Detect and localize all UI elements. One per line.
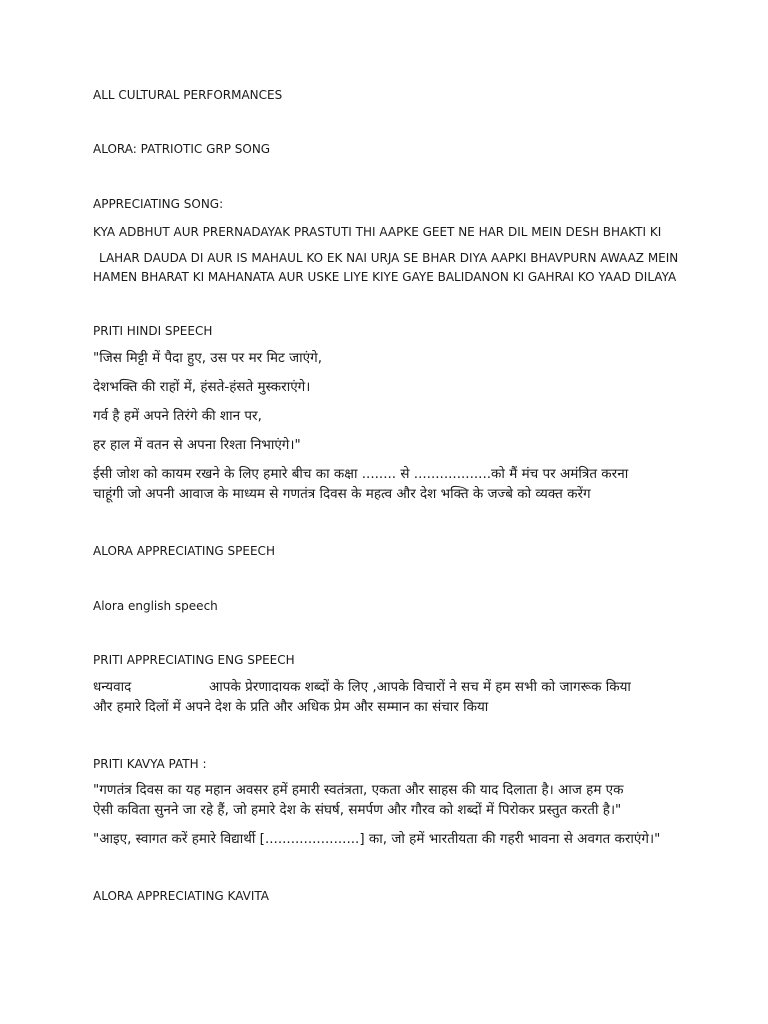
appreciating-song-line-2: LAHAR DAUDA DI AUR IS MAHAUL KO EK NAI URJA SE BHAR DIYA AAPKI BHAVPURN AWAAZ MEIN <box>99 251 679 265</box>
poem-line-1: "जिस मिट्टी में पैदा हुए, उस पर मर मिट जाएंगे, <box>93 350 323 366</box>
priti-eng-speech-heading: PRITI APPRECIATING ENG SPEECH <box>93 653 295 667</box>
document-title: ALL CULTURAL PERFORMANCES <box>93 88 283 102</box>
kavya-line-1: "गणतंत्र दिवस का यह महान अवसर हमें हमारी स्वतंत्रता, एकता और साहस की याद दिलाता है। आज हम एक <box>93 782 624 798</box>
thanks-text: आपके प्रेरणादायक शब्दों के लिए ,आपके विचारों ने सच में हम सभी को जागरूक किया <box>209 679 631 695</box>
alora-appreciating-speech-heading: ALORA APPRECIATING SPEECH <box>93 544 275 558</box>
poem-line-4: हर हाल में वतन से अपना रिश्ता निभाएंगे।" <box>93 437 301 453</box>
kavya-path-heading: PRITI KAVYA PATH : <box>93 757 207 771</box>
alora-appreciating-kavita-heading: ALORA APPRECIATING KAVITA <box>93 889 269 903</box>
appreciating-song-line-3: HAMEN BHARAT KI MAHANATA AUR USKE LIYE KIYE GAYE BALIDANON KI GAHRAI KO YAAD DILAYA <box>93 270 677 284</box>
appreciating-song-heading: APPRECIATING SONG: <box>93 197 224 211</box>
kavya-line-2: ऐसी कविता सुनने जा रहे हैं, जो हमारे देश के संघर्ष, समर्पण और गौरव को शब्दों में पिरोकर प्रस्तुत करती है।" <box>93 802 622 818</box>
priti-hindi-speech-heading: PRITI HINDI SPEECH <box>93 324 213 338</box>
alora-english-speech: Alora english speech <box>93 599 218 613</box>
alora-song-heading: ALORA: PATRIOTIC GRP SONG <box>93 142 271 156</box>
poem-line-2: देशभक्ति की राहों में, हंसते-हंसते मुस्कराएंगे। <box>93 379 311 395</box>
thanks-line-2: और हमारे दिलों में अपने देश के प्रति और अधिक प्रेम और सम्मान का संचार किया <box>93 699 489 715</box>
thanks-word: धन्यवाद <box>93 679 132 695</box>
thanks-line-1 <box>93 679 631 695</box>
kavya-line-3: "आइए, स्वागत करें हमारे विद्यार्थी [......................] का, जो हमें भारतीयता की गहरी भावना से अवगत कराएंगे।" <box>93 831 661 847</box>
appreciating-song-line-1: KYA ADBHUT AUR PRERNADAYAK PRASTUTI THI AAPKE GEET NE HAR DIL MEIN DESH BHAKTI KI <box>93 225 662 239</box>
poem-line-3: गर्व है हमें अपने तिरंगे की शान पर, <box>93 408 262 424</box>
invite-line-1: ईसी जोश को कायम रखने के लिए हमारे बीच का कक्षा ........ से ..................को मैं मंच पर अमंत्रित करना <box>93 466 629 482</box>
invite-line-2: चाहूंगी जो अपनी आवाज के माध्यम से गणतंत्र दिवस के महत्व और देश भक्ति के जज्बे को व्यक्त करेंग <box>93 486 591 502</box>
